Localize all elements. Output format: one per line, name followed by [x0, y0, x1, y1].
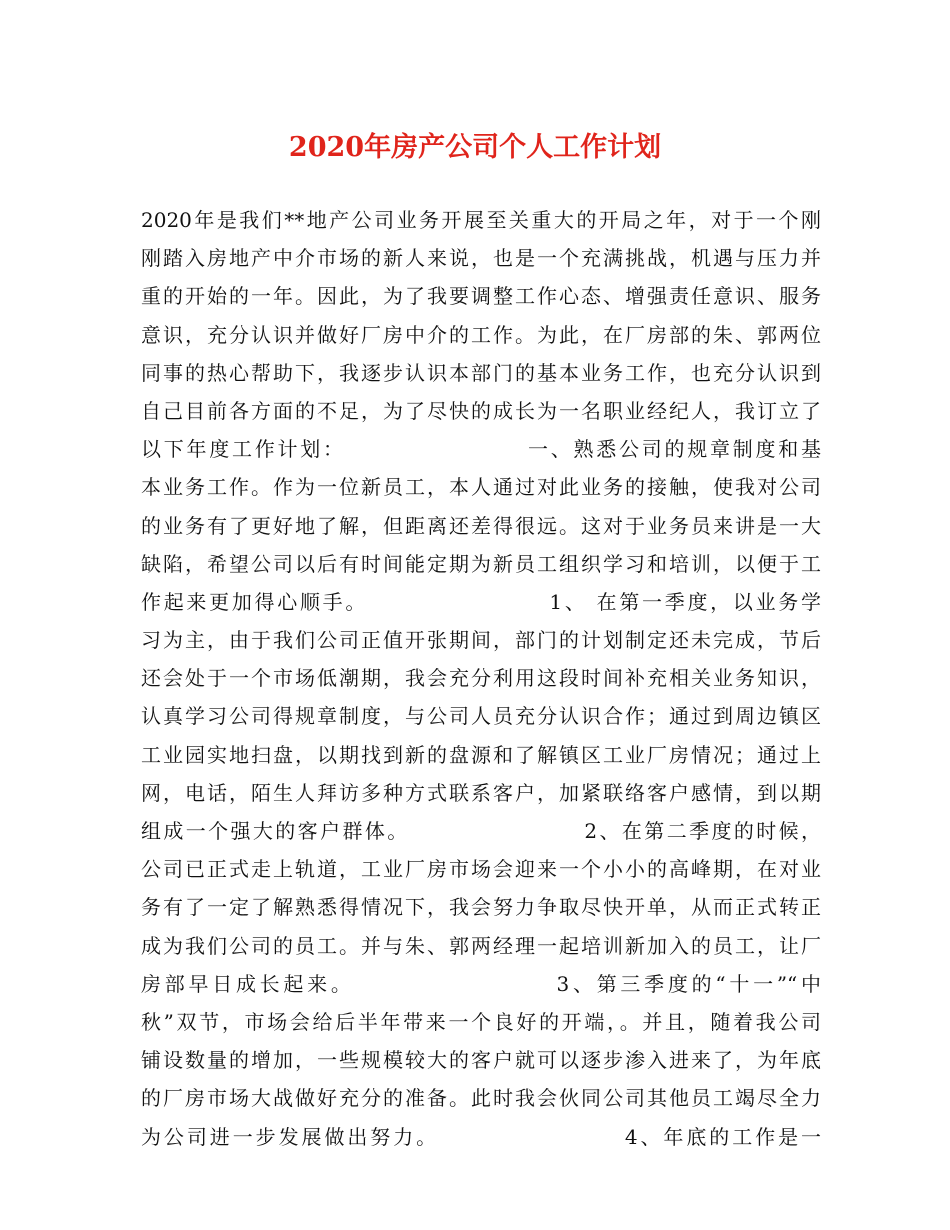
body-line: 务有了一定了解熟悉得情况下，我会努力争取尽快开单，从而正式转正: [141, 895, 821, 920]
body-line: 习为主，由于我们公司正值开张期间，部门的计划制定还未完成，节后: [141, 628, 821, 653]
body-line: 2020年是我们**地产公司业务开展至关重大的开局之年，对于一个刚: [141, 208, 821, 232]
body-line: 铺设数量的增加，一些规模较大的客户就可以逐步渗入进来了，为年底: [141, 1048, 821, 1073]
body-line: 重的开始的一年。因此，为了我要调整工作心态、增强责任意识、服务: [141, 284, 821, 309]
body-line: 网，电话，陌生人拜访多种方式联系客户，加紧联络客户感情，到以期: [141, 780, 821, 805]
body-line: 以下年度工作计划： 一、熟悉公司的规章制度和基: [141, 437, 821, 462]
body-line: 作起来更加得心顺手。 1、 在第一季度，以业务学: [141, 589, 821, 614]
body-line: 为公司进一步发展做出努力。 4、年底的工作是一: [141, 1124, 821, 1149]
body-line: 还会处于一个市场低潮期，我会充分利用这段时间补充相关业务知识，: [141, 666, 821, 691]
body-line: 意识，充分认识并做好厂房中介的工作。为此，在厂房部的朱、郭两位: [141, 322, 821, 347]
body-line: 组成一个强大的客户群体。 2、在第二季度的时候，: [141, 819, 821, 843]
document-title: 2020年房产公司个人工作计划: [288, 132, 662, 163]
body-line: 成为我们公司的员工。并与朱、郭两经理一起培训新加入的员工，让厂: [141, 933, 821, 958]
body-line: 认真学习公司得规章制度，与公司人员充分认识合作；通过到周边镇区: [141, 704, 821, 729]
body-line: 房部早日成长起来。 3、第三季度的“十一”“中: [141, 971, 821, 996]
body-line: 同事的热心帮助下，我逐步认识本部门的基本业务工作，也充分认识到: [141, 360, 821, 385]
body-line: 本业务工作。作为一位新员工，本人通过对此业务的接触，使我对公司: [141, 475, 821, 500]
body-line: 刚踏入房地产中介市场的新人来说，也是一个充满挑战，机遇与压力并: [141, 246, 821, 271]
body-line: 缺陷，希望公司以后有时间能定期为新员工组织学习和培训，以便于工: [141, 551, 821, 576]
body-line: 的业务有了更好地了解，但距离还差得很远。这对于业务员来讲是一大: [141, 513, 821, 538]
body-line: 自己目前各方面的不足，为了尽快的成长为一名职业经纪人，我订立了: [141, 398, 821, 423]
document-body: [141, 201, 821, 1156]
body-line: 工业园实地扫盘，以期找到新的盘源和了解镇区工业厂房情况；通过上: [141, 742, 821, 767]
body-line: 公司已正式走上轨道，工业厂房市场会迎来一个小小的高峰期，在对业: [141, 857, 821, 882]
body-line: 秋”双节，市场会给后半年带来一个良好的开端，。并且，随着我公司: [141, 1009, 821, 1034]
body-line: 的厂房市场大战做好充分的准备。此时我会伙同公司其他员工竭尽全力: [141, 1086, 821, 1111]
